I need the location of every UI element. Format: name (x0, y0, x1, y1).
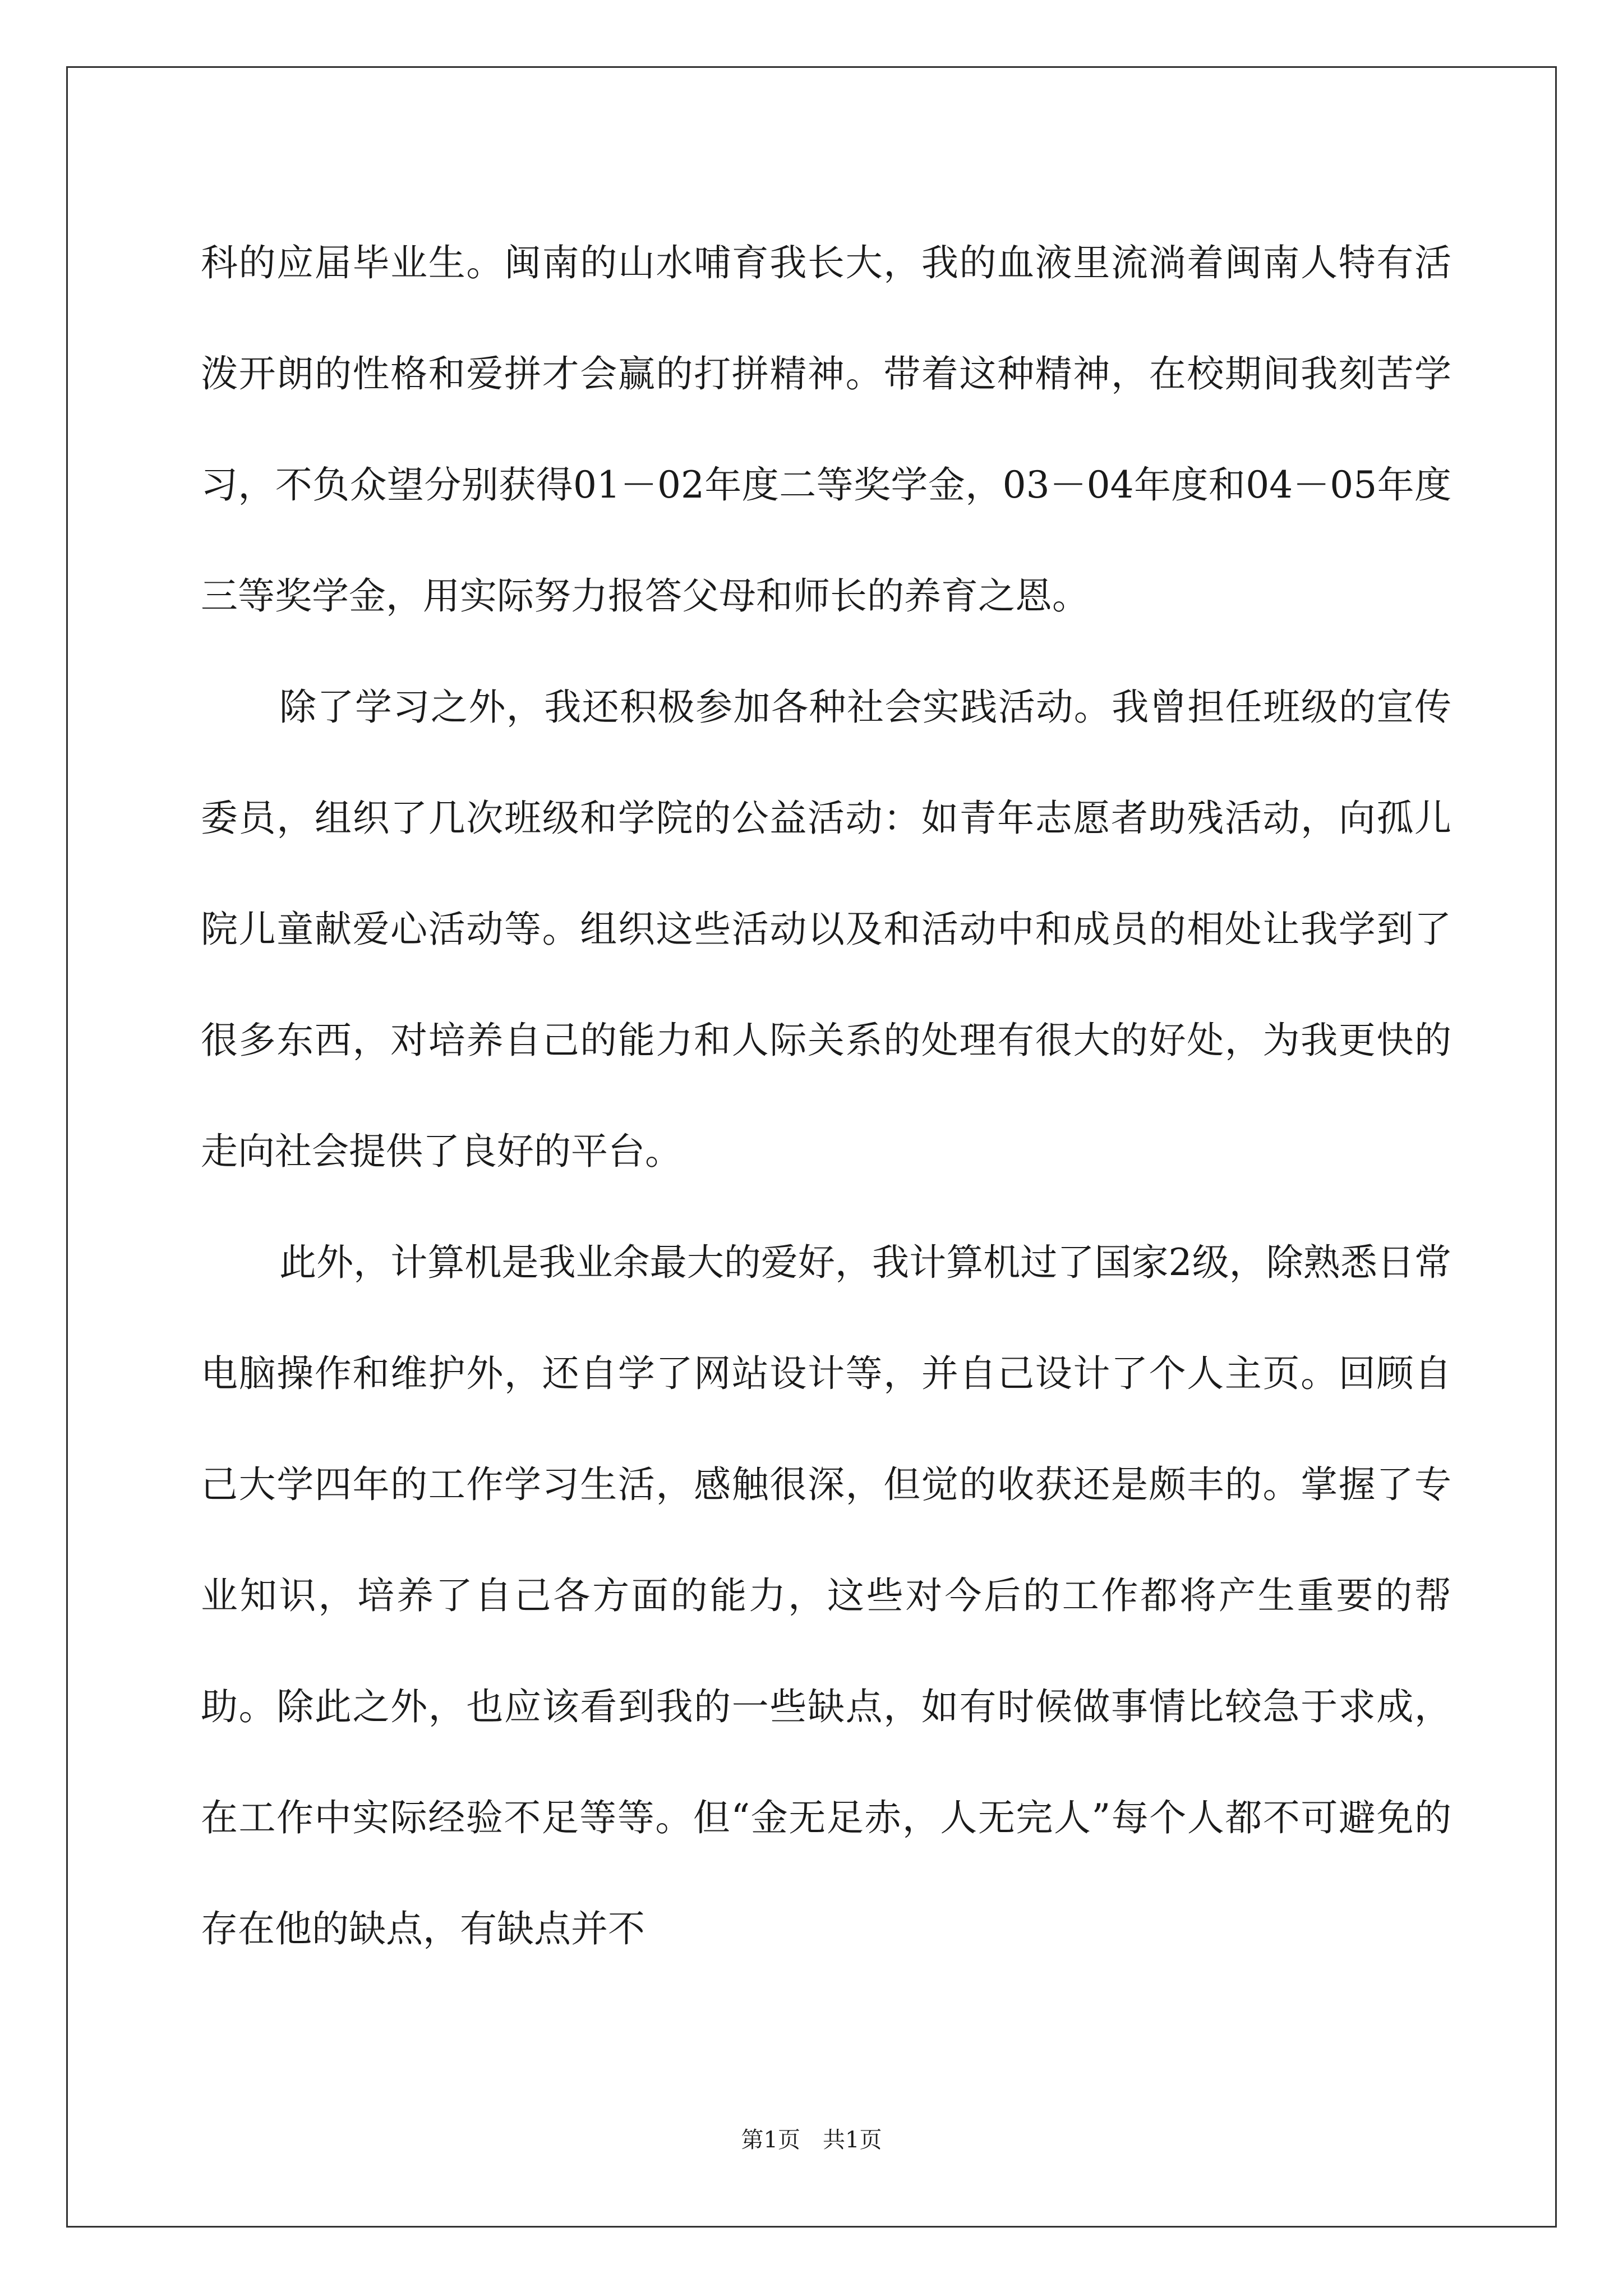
paragraph-2: 除了学习之外，我还积极参加各种社会实践活动。我曾担任班级的宣传委员，组织了几次班级和学院的公益活动：如青年志愿者助残活动，向孤儿院儿童献爱心活动等。组织这些活动以及和活动中和成员的相处让我学到了很多东西，对培养自己的能力和人际关系的处理有很大的好处，为我更快的走向社会提供了良好的平台。 (201, 685, 1451, 1173)
page-number-footer: 第1页 共1页 (741, 2127, 882, 2153)
paragraph-1: 科的应届毕业生。闽南的山水哺育我长大，我的血液里流淌着闽南人特有活泼开朗的性格和爱拼才会赢的打拼精神。带着这种精神，在校期间我刻苦学习，不负众望分别获得01－02年度二等奖学金，03－04年度和04－05年度三等奖学金，用实际努力报答父母和师长的养育之恩。 (201, 241, 1451, 618)
document-body (201, 208, 1451, 1985)
paragraph-3: 此外，计算机是我业余最大的爱好，我计算机过了国家2级，除熟悉日常电脑操作和维护外，还自学了网站设计等，并自己设计了个人主页。回顾自己大学四年的工作学习生活，感触很深，但觉的收获还是颇丰的。掌握了专业知识，培养了自己各方面的能力，这些对今后的工作都将产生重要的帮助。除此之外，也应该看到我的一些缺点，如有时候做事情比较急于求成，在工作中实际经验不足等等。但“金无足赤，人无完人”每个人都不可避免的存在他的缺点，有缺点并不 (201, 1241, 1451, 1950)
